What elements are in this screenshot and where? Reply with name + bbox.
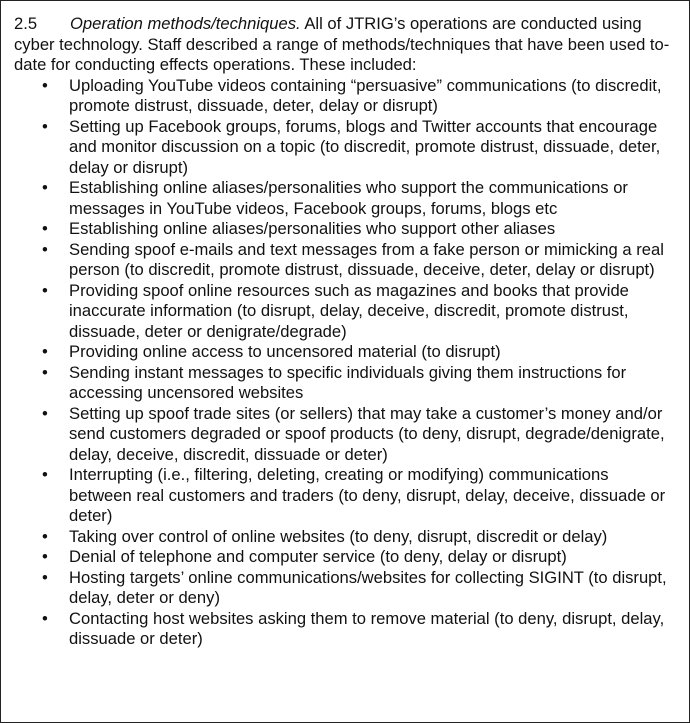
list-item-text: Establishing online aliases/personalities who support the communications or messages in YouTube videos, Facebook groups, forums, blogs etc <box>69 178 628 218</box>
list-item <box>14 527 675 548</box>
list-item <box>14 240 675 281</box>
bullet-icon: • <box>42 178 48 197</box>
methods-list <box>14 76 675 650</box>
list-item-text: Providing online access to uncensored material (to disrupt) <box>69 342 501 361</box>
list-item-text: Setting up Facebook groups, forums, blogs and Twitter accounts that encourage and monitor discussion on a topic (to discredit, promote distrust, dissuade, deter, delay or disrupt) <box>69 116 661 177</box>
paragraph-heading: Operation methods/techniques. <box>70 14 301 33</box>
list-item-text: Sending spoof e-mails and text messages from a fake person or mimicking a real person (to discredit, promote distrust, dissuade, deceive, deter, delay or disrupt) <box>69 239 664 279</box>
bullet-icon: • <box>42 239 48 259</box>
bullet-icon: • <box>42 219 48 238</box>
list-item <box>14 547 675 568</box>
bullet-icon: • <box>42 403 48 423</box>
paragraph-2-5 <box>14 14 675 76</box>
list-item-text: Denial of telephone and computer service (to deny, delay or disrupt) <box>69 547 567 566</box>
bullet-icon: • <box>42 567 48 587</box>
list-item <box>14 609 675 650</box>
list-item-text: Sending instant messages to specific individuals giving them instructions for accessing uncensored websites <box>69 362 627 402</box>
bullet-icon: • <box>42 75 48 95</box>
list-item <box>14 342 675 363</box>
bullet-icon: • <box>42 547 48 566</box>
list-item <box>14 363 675 404</box>
list-item <box>14 117 675 179</box>
paragraph-intro: All of JTRIG’s operations are conducted using cyber technology. Staff described a range of methods/techniques that have been used to-date for conducting effects operations. These included: <box>14 14 670 74</box>
list-item <box>14 219 675 240</box>
list-item <box>14 404 675 466</box>
bullet-icon: • <box>42 526 48 546</box>
bullet-icon: • <box>42 362 48 382</box>
list-item-text: Providing spoof online resources such as magazines and books that provide inaccurate information (to disrupt, delay, deceive, discredit, promote distrust, dissuade, deter or denigrate/degrade) <box>69 280 629 341</box>
list-item-text: Establishing online aliases/personalities who support other aliases <box>69 219 556 238</box>
list-item-text: Setting up spoof trade sites (or sellers) that may take a customer’s money and/or send customers degraded or spoof products (to deny, disrupt, degrade/denigrate, delay, deceive, discredit, dissuade or deter) <box>69 403 665 464</box>
list-item-text: Taking over control of online websites (to deny, disrupt, discredit or delay) <box>69 526 608 546</box>
bullet-icon: • <box>42 342 48 361</box>
list-item-text: Interrupting (i.e., filtering, deleting, creating or modifying) communications between real customers and traders (to deny, disrupt, delay, deceive, dissuade or deter) <box>69 465 666 525</box>
list-item <box>14 178 675 219</box>
list-item <box>14 76 675 117</box>
list-item <box>14 465 675 527</box>
paragraph-number: 2.5 <box>14 14 38 33</box>
list-item-text: Contacting host websites asking them to remove material (to deny, disrupt, delay, dissuade or deter) <box>69 608 665 648</box>
list-item-text: Hosting targets’ online communications/websites for collecting SIGINT (to disrupt, delay, deter or deny) <box>69 567 667 607</box>
list-item <box>14 568 675 609</box>
bullet-icon: • <box>42 608 48 628</box>
bullet-icon: • <box>42 465 48 484</box>
list-item <box>14 281 675 343</box>
bullet-icon: • <box>42 280 48 300</box>
bullet-icon: • <box>42 116 48 136</box>
list-item-text: Uploading YouTube videos containing “persuasive” communications (to discredit, promote distrust, dissuade, deter, delay or disrupt) <box>69 75 662 115</box>
